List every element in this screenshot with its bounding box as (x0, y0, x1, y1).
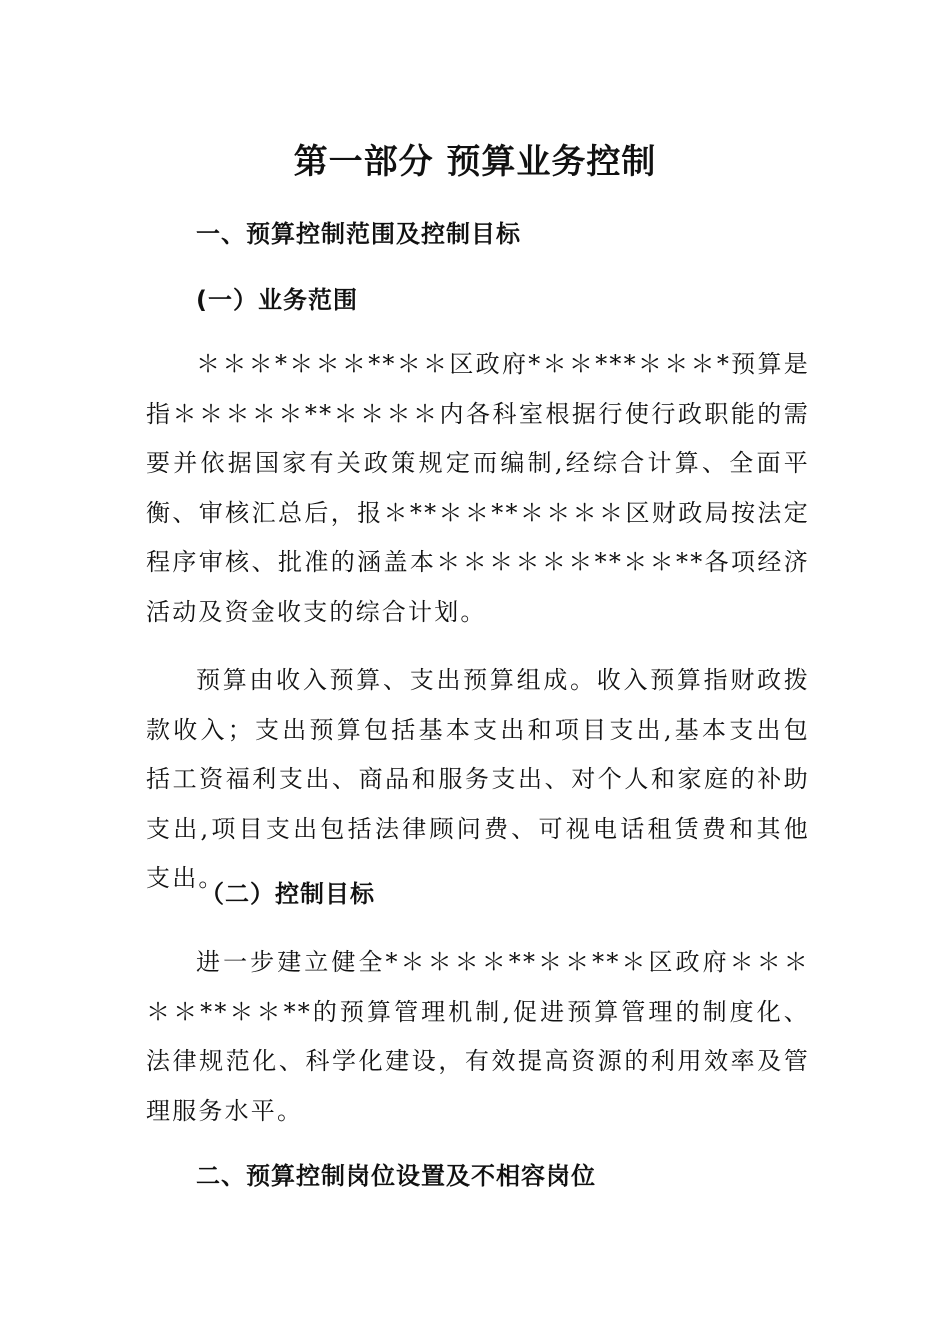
paragraph-budget-composition: 预算由收入预算、支出预算组成。收入预算指财政拨款收入；支出预算包括基本支出和项目支出,基本支出包括工资福利支出、商品和服务支出、对个人和家庭的补助支出,项目支出包括法律顾问费、可视电话租赁费和其他支出。 (146, 666, 810, 892)
paragraph-budget-definition: ＊＊＊*＊＊＊**＊＊区政府*＊＊***＊＊＊*预算是指＊＊＊＊＊**＊＊＊＊内各科室根据行使行政职能的需要并依据国家有关政策规定而编制,经综合计算、全面平衡、审核汇总后，报＊**＊＊**＊＊＊＊区财政局按法定程序审核、批准的涵盖本＊＊＊＊＊＊**＊＊**各项经济活动及资金收支的综合计划。 (146, 350, 810, 626)
section-heading-1: 一、预算控制范围及控制目标 (196, 220, 521, 248)
paragraph-control-goal: 进一步建立健全*＊＊＊＊**＊＊**＊区政府＊＊＊＊＊**＊＊**的预算管理机制,促进预算管理的制度化、法律规范化、科学化建设，有效提高资源的利用效率及管理服务水平。 (146, 948, 810, 1125)
subsection-heading-control-goal: （二）控制目标 (200, 880, 375, 908)
subsection-heading-business-scope: (一）业务范围 (196, 286, 358, 314)
document-title: 第一部分 预算业务控制 (293, 142, 657, 182)
section-heading-2: 二、预算控制岗位设置及不相容岗位 (196, 1162, 596, 1190)
